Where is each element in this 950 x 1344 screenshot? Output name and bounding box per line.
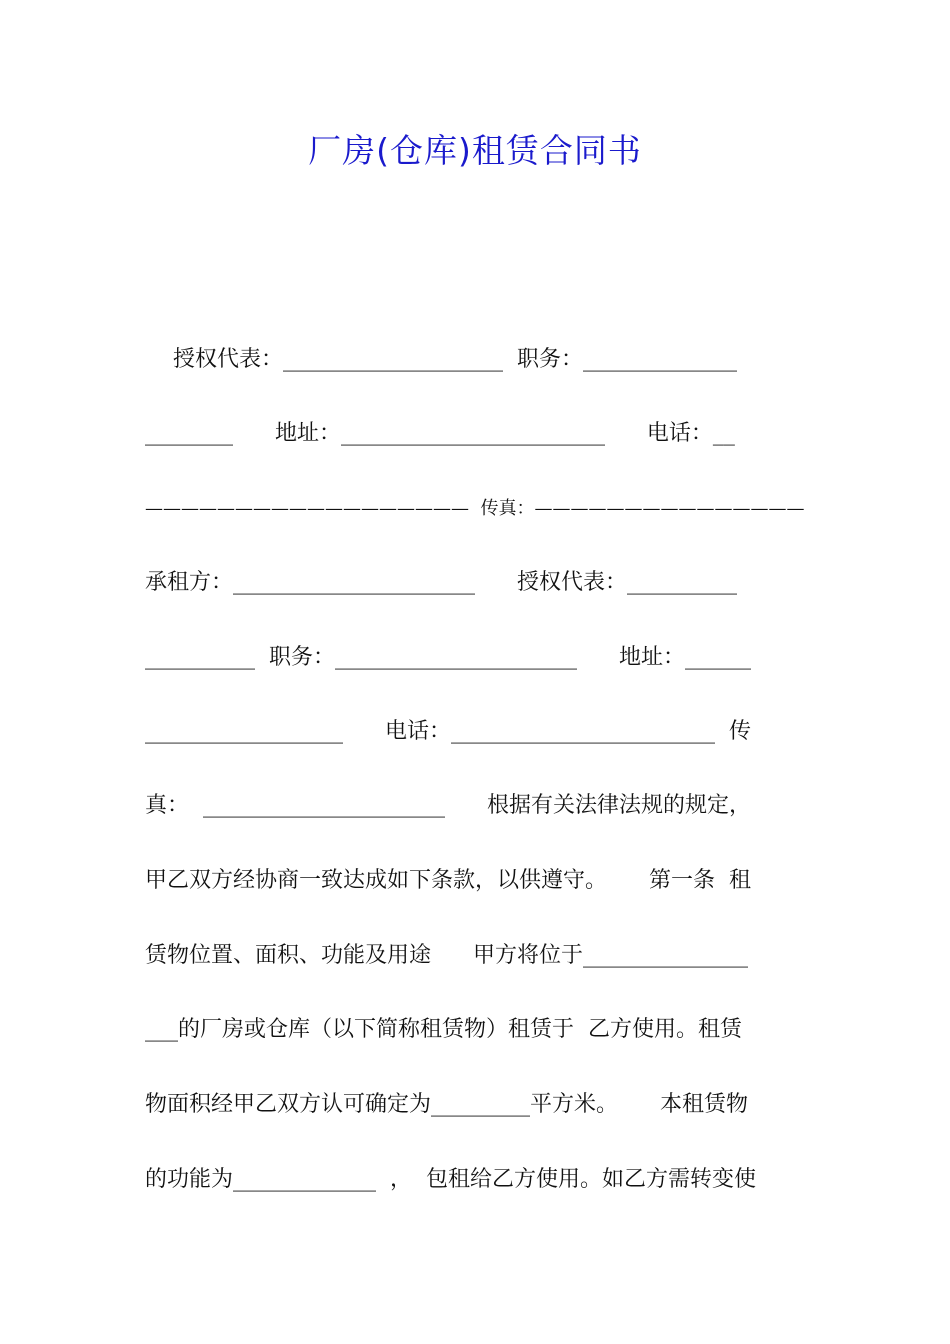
document-title: 厂房(仓库)租赁合同书 xyxy=(308,131,642,170)
contract-line-12: 的功能为_____________ ， 包租给乙方使用。如乙方需转变使 xyxy=(145,1167,756,1192)
contract-line-1: 授权代表：____________________ 职务：______________ xyxy=(145,347,737,372)
contract-line-7: 真： ______________________ 根据有关法律法规的规定， xyxy=(145,793,751,818)
contract-line-8: 甲乙双方经协商一致达成如下条款，以供遵守。 第一条 租 xyxy=(145,868,751,893)
contract-line-3: —————————————————— 传真：——————————————— xyxy=(145,498,805,519)
contract-line-6: __________________ 电话：________________________ 传 xyxy=(145,719,751,744)
contract-line-11: 物面积经甲乙双方认可确定为_________平方米。 本租赁物 xyxy=(145,1092,748,1117)
contract-line-2: ________ 地址：________________________ 电话：__ xyxy=(145,421,735,446)
contract-line-9: 赁物位置、面积、功能及用途 甲方将位于_______________ xyxy=(145,943,748,968)
contract-line-10: ___的厂房或仓库（以下简称租赁物）租赁于 乙方使用。租赁 xyxy=(145,1017,742,1042)
contract-line-5: __________ 职务：______________________ 地址：______ xyxy=(145,645,751,670)
contract-line-4: 承租方：______________________ 授权代表：__________ xyxy=(145,570,737,595)
